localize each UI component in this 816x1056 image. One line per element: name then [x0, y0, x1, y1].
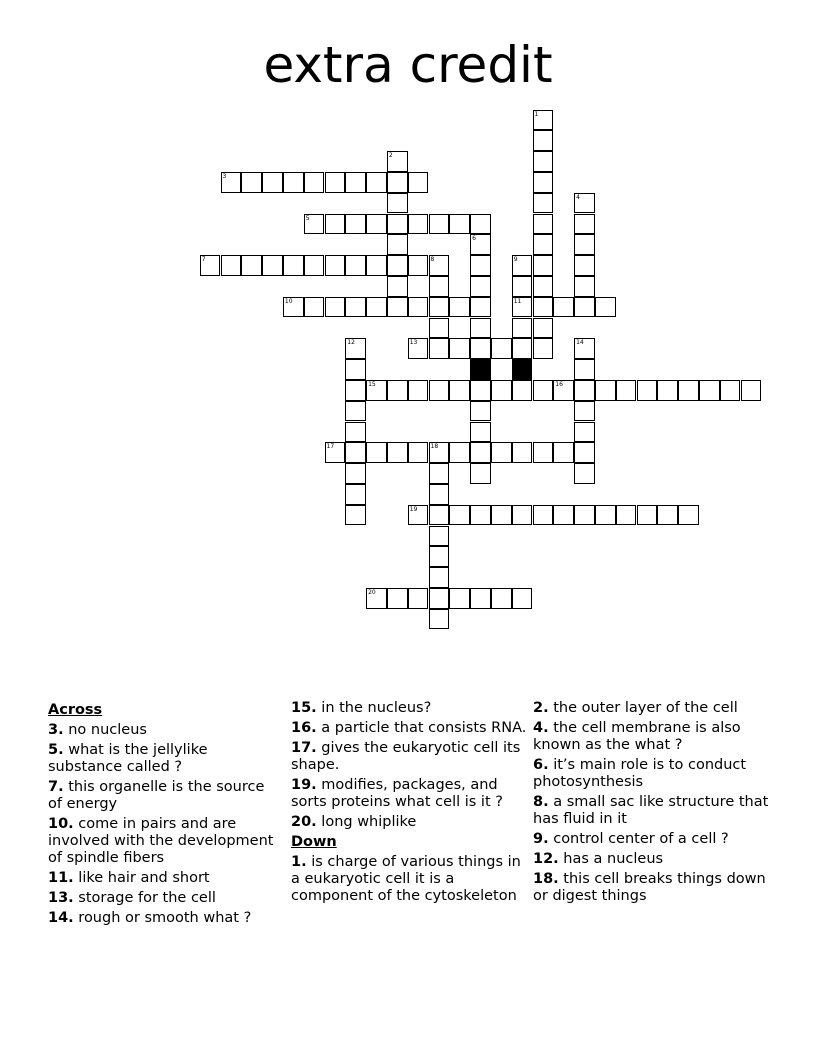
grid-cell[interactable]: [387, 151, 408, 172]
clue-item: [48, 870, 278, 887]
clue-number-label: 2: [388, 152, 393, 160]
grid-cell[interactable]: [325, 214, 346, 235]
grid-cell[interactable]: [345, 484, 366, 505]
grid-cell[interactable]: [366, 297, 387, 318]
grid-cell[interactable]: [512, 318, 533, 339]
grid-cell[interactable]: [345, 505, 366, 526]
clue-text: it’s main role is to conduct photosynthesis: [533, 757, 747, 790]
clue-number-label: 14: [576, 339, 584, 347]
clue-number: 8.: [533, 794, 549, 810]
page-title: extra credit: [263, 36, 553, 94]
grid-cell[interactable]: [574, 214, 595, 235]
blocked-cell: [470, 359, 491, 380]
clue-item: [533, 700, 773, 717]
grid-cell[interactable]: [720, 380, 741, 401]
grid-cell[interactable]: [366, 380, 387, 401]
clue-text: a particle that consists RNA.: [321, 720, 527, 736]
clue-number-label: 20: [368, 588, 376, 596]
grid-cell[interactable]: [512, 505, 533, 526]
clue-number: 10.: [48, 816, 74, 832]
across-heading: Across: [48, 702, 103, 718]
grid-cell[interactable]: [637, 505, 658, 526]
grid-cell[interactable]: [387, 172, 408, 193]
grid-cell[interactable]: [533, 318, 554, 339]
clue-number: 4.: [533, 720, 549, 736]
grid-cell[interactable]: [449, 588, 470, 609]
clue-text: come in pairs and are involved with the development of spindle fibers: [48, 816, 274, 866]
grid-cell[interactable]: [304, 172, 325, 193]
grid-cell[interactable]: [325, 172, 346, 193]
clue-text: gives the eukaryotic cell its shape.: [291, 740, 521, 773]
clue-number-label: 6: [472, 235, 476, 243]
grid-cell[interactable]: [699, 380, 720, 401]
grid-cell[interactable]: [366, 172, 387, 193]
clue-number-label: 17: [326, 443, 335, 451]
grid-cell[interactable]: [533, 234, 554, 255]
grid-cell[interactable]: [345, 297, 366, 318]
clue-number: 19.: [291, 777, 317, 793]
grid-cell[interactable]: [345, 442, 366, 463]
clue-number: 13.: [48, 890, 74, 906]
grid-cell[interactable]: [429, 484, 450, 505]
grid-cell[interactable]: [429, 526, 450, 547]
grid-cell[interactable]: [512, 255, 533, 276]
grid-cell[interactable]: [533, 130, 554, 151]
grid-cell[interactable]: [637, 380, 658, 401]
grid-cell[interactable]: [470, 276, 491, 297]
clue-item: [48, 742, 278, 776]
clue-number: 15.: [291, 700, 317, 716]
grid-cell[interactable]: [512, 276, 533, 297]
grid-cell[interactable]: [366, 255, 387, 276]
clue-number: 1.: [291, 854, 307, 870]
grid-cell[interactable]: [429, 505, 450, 526]
grid-cell[interactable]: [533, 151, 554, 172]
grid-cell[interactable]: [595, 380, 616, 401]
clue-text: like hair and short: [78, 870, 210, 886]
grid-cell[interactable]: [657, 505, 678, 526]
grid-cell[interactable]: [345, 463, 366, 484]
grid-cell[interactable]: [470, 422, 491, 443]
clue-text: what is the jellylike substance called ?: [48, 742, 208, 775]
grid-cell[interactable]: [262, 172, 283, 193]
grid-cell[interactable]: [408, 338, 429, 359]
grid-cell[interactable]: [449, 442, 470, 463]
grid-cell[interactable]: [387, 588, 408, 609]
grid-cell[interactable]: [429, 297, 450, 318]
grid-cell[interactable]: [408, 380, 429, 401]
grid-cell[interactable]: [741, 380, 762, 401]
grid-cell[interactable]: [366, 442, 387, 463]
clue-number: 6.: [533, 757, 549, 773]
grid-cell[interactable]: [574, 255, 595, 276]
grid-cell[interactable]: [616, 505, 637, 526]
grid-cell[interactable]: [574, 401, 595, 422]
grid-cell[interactable]: [221, 255, 242, 276]
clue-item: [533, 720, 773, 754]
clue-item: [533, 851, 773, 868]
clue-text: a small sac like structure that has fluid in it: [533, 794, 769, 827]
grid-cell[interactable]: [449, 338, 470, 359]
grid-cell[interactable]: [491, 442, 512, 463]
grid-cell[interactable]: [595, 505, 616, 526]
grid-cell[interactable]: [574, 297, 595, 318]
clue-text: storage for the cell: [78, 890, 216, 906]
grid-cell[interactable]: [408, 588, 429, 609]
grid-cell[interactable]: [283, 255, 304, 276]
grid-cell[interactable]: [449, 214, 470, 235]
grid-cell[interactable]: [429, 276, 450, 297]
clue-number: 17.: [291, 740, 317, 756]
grid-cell[interactable]: [491, 338, 512, 359]
grid-cell[interactable]: [429, 567, 450, 588]
clue-number-label: 4: [576, 193, 580, 201]
grid-cell[interactable]: [345, 359, 366, 380]
grid-cell[interactable]: [512, 380, 533, 401]
grid-cell[interactable]: [533, 193, 554, 214]
grid-cell[interactable]: [408, 255, 429, 276]
grid-cell[interactable]: [678, 505, 699, 526]
grid-cell[interactable]: [533, 505, 554, 526]
clue-number-label: 15: [368, 380, 376, 388]
grid-cell[interactable]: [470, 318, 491, 339]
grid-cell[interactable]: [533, 338, 554, 359]
grid-cell[interactable]: [408, 505, 429, 526]
clue-text: is charge of various things in a eukaryotic cell it is a component of the cytoskeleton: [291, 854, 521, 904]
grid-cell[interactable]: [345, 422, 366, 443]
clue-number-label: 18: [430, 443, 439, 451]
grid-cell[interactable]: [470, 297, 491, 318]
grid-cell[interactable]: [574, 193, 595, 214]
clue-number: 2.: [533, 700, 549, 716]
grid-cell[interactable]: [553, 380, 574, 401]
grid-cell[interactable]: [429, 609, 450, 630]
grid-cell[interactable]: [574, 338, 595, 359]
grid-cell[interactable]: [512, 297, 533, 318]
clue-number: 20.: [291, 814, 317, 830]
clue-item: [48, 722, 278, 739]
clue-column-3: [533, 700, 773, 908]
grid-cell[interactable]: [449, 380, 470, 401]
grid-cell[interactable]: [491, 588, 512, 609]
grid-cell[interactable]: [533, 442, 554, 463]
clue-number-label: 10: [284, 297, 293, 305]
clue-item: [48, 910, 278, 927]
clue-text: has a nucleus: [563, 851, 664, 867]
clue-item: [533, 831, 773, 848]
grid-cell[interactable]: [325, 255, 346, 276]
grid-cell[interactable]: [408, 442, 429, 463]
clue-item: [291, 740, 529, 774]
clue-text: in the nucleus?: [321, 700, 432, 716]
grid-cell[interactable]: [470, 380, 491, 401]
grid-cell[interactable]: [200, 255, 221, 276]
clue-number: 3.: [48, 722, 64, 738]
clue-number: 14.: [48, 910, 74, 926]
clue-item: [533, 794, 773, 828]
grid-cell[interactable]: [387, 276, 408, 297]
grid-cell[interactable]: [304, 214, 325, 235]
grid-cell[interactable]: [491, 380, 512, 401]
clue-item: [48, 779, 278, 813]
clue-text: the outer layer of the cell: [553, 700, 738, 716]
grid-cell[interactable]: [345, 255, 366, 276]
clue-number: 5.: [48, 742, 64, 758]
grid-cell[interactable]: [449, 297, 470, 318]
grid-cell[interactable]: [574, 380, 595, 401]
clue-text: rough or smooth what ?: [78, 910, 252, 926]
grid-cell[interactable]: [657, 380, 678, 401]
grid-cell[interactable]: [429, 380, 450, 401]
blocked-cell: [512, 359, 533, 380]
clue-number: 7.: [48, 779, 64, 795]
grid-cell[interactable]: [429, 318, 450, 339]
grid-cell[interactable]: [470, 442, 491, 463]
clue-item: [291, 720, 529, 737]
clue-number-label: 8: [430, 256, 435, 264]
clue-item: [48, 890, 278, 907]
grid-cell[interactable]: [429, 338, 450, 359]
grid-cell[interactable]: [574, 422, 595, 443]
grid-cell[interactable]: [553, 442, 574, 463]
grid-cell[interactable]: [345, 380, 366, 401]
grid-cell[interactable]: [429, 255, 450, 276]
grid-cell[interactable]: [345, 401, 366, 422]
grid-cell[interactable]: [345, 338, 366, 359]
clue-text: the cell membrane is also known as the what ?: [533, 720, 741, 753]
grid-cell[interactable]: [574, 359, 595, 380]
clue-text: long whiplike: [321, 814, 417, 830]
grid-cell[interactable]: [470, 234, 491, 255]
grid-cell[interactable]: [387, 380, 408, 401]
grid-cell[interactable]: [512, 338, 533, 359]
grid-cell[interactable]: [366, 214, 387, 235]
grid-cell[interactable]: [429, 442, 450, 463]
grid-cell[interactable]: [533, 214, 554, 235]
grid-cell[interactable]: [449, 505, 470, 526]
grid-cell[interactable]: [470, 338, 491, 359]
grid-cell[interactable]: [533, 172, 554, 193]
grid-cell[interactable]: [533, 297, 554, 318]
grid-cell[interactable]: [345, 214, 366, 235]
clue-text: no nucleus: [68, 722, 147, 738]
grid-cell[interactable]: [595, 297, 616, 318]
clue-number-label: 13: [409, 339, 418, 347]
clue-number: 12.: [533, 851, 559, 867]
clue-number-label: 12: [347, 339, 355, 347]
grid-cell[interactable]: [387, 297, 408, 318]
clue-item: [291, 777, 529, 811]
clue-text: this organelle is the source of energy: [48, 779, 265, 812]
grid-cell[interactable]: [283, 297, 304, 318]
grid-cell[interactable]: [325, 297, 346, 318]
down-heading: Down: [291, 834, 337, 850]
clue-number-label: 9: [513, 256, 518, 264]
clue-number: 9.: [533, 831, 549, 847]
grid-cell[interactable]: [387, 442, 408, 463]
grid-cell[interactable]: [512, 588, 533, 609]
grid-cell[interactable]: [470, 255, 491, 276]
grid-cell[interactable]: [616, 380, 637, 401]
clue-number-label: 16: [555, 380, 563, 388]
clue-number-label: 3: [222, 172, 227, 180]
grid-cell[interactable]: [304, 255, 325, 276]
grid-cell[interactable]: [533, 380, 554, 401]
grid-cell[interactable]: [366, 588, 387, 609]
grid-cell[interactable]: [470, 463, 491, 484]
clue-item: [291, 814, 529, 831]
grid-cell[interactable]: [533, 110, 554, 131]
grid-cell[interactable]: [262, 255, 283, 276]
clue-text: modifies, packages, and sorts proteins what cell is it ?: [291, 777, 503, 810]
clue-number-label: 7: [201, 256, 206, 264]
clue-number-label: 5: [305, 214, 310, 222]
grid-cell[interactable]: [408, 172, 429, 193]
grid-cell[interactable]: [387, 255, 408, 276]
clue-item: [291, 854, 529, 905]
grid-cell[interactable]: [429, 588, 450, 609]
clue-number-label: 19: [409, 505, 418, 513]
grid-cell[interactable]: [429, 463, 450, 484]
clue-item: [291, 700, 529, 717]
clue-text: control center of a cell ?: [553, 831, 729, 847]
grid-cell[interactable]: [221, 172, 242, 193]
grid-cell[interactable]: [574, 463, 595, 484]
grid-cell[interactable]: [470, 505, 491, 526]
grid-cell[interactable]: [408, 297, 429, 318]
grid-cell[interactable]: [533, 276, 554, 297]
grid-cell[interactable]: [678, 380, 699, 401]
clue-number-label: 1: [534, 110, 539, 118]
clue-text: this cell breaks things down or digest things: [533, 871, 766, 904]
clue-item: [48, 816, 278, 867]
grid-cell[interactable]: [325, 442, 346, 463]
clue-number-label: 11: [513, 297, 522, 305]
grid-cell[interactable]: [387, 214, 408, 235]
clue-number: 16.: [291, 720, 317, 736]
clue-item: [533, 871, 773, 905]
clue-item: [533, 757, 773, 791]
grid-cell[interactable]: [553, 297, 574, 318]
grid-cell[interactable]: [387, 193, 408, 214]
clue-column-1: [48, 700, 278, 930]
grid-cell[interactable]: [574, 276, 595, 297]
grid-cell[interactable]: [429, 546, 450, 567]
grid-cell[interactable]: [491, 505, 512, 526]
clue-column-2: [291, 700, 529, 908]
grid-cell[interactable]: [283, 172, 304, 193]
grid-cell[interactable]: [387, 234, 408, 255]
grid-cell[interactable]: [512, 442, 533, 463]
grid-cell[interactable]: [533, 255, 554, 276]
grid-cell[interactable]: [345, 172, 366, 193]
grid-cell[interactable]: [304, 297, 325, 318]
grid-cell[interactable]: [429, 214, 450, 235]
grid-cell[interactable]: [241, 172, 262, 193]
grid-cell[interactable]: [470, 401, 491, 422]
grid-cell[interactable]: [574, 505, 595, 526]
grid-cell[interactable]: [470, 588, 491, 609]
grid-cell[interactable]: [470, 214, 491, 235]
grid-cell[interactable]: [408, 214, 429, 235]
grid-cell[interactable]: [553, 505, 574, 526]
clue-number: 11.: [48, 870, 74, 886]
grid-cell[interactable]: [574, 234, 595, 255]
grid-cell[interactable]: [241, 255, 262, 276]
clue-number: 18.: [533, 871, 559, 887]
grid-cell[interactable]: [574, 442, 595, 463]
